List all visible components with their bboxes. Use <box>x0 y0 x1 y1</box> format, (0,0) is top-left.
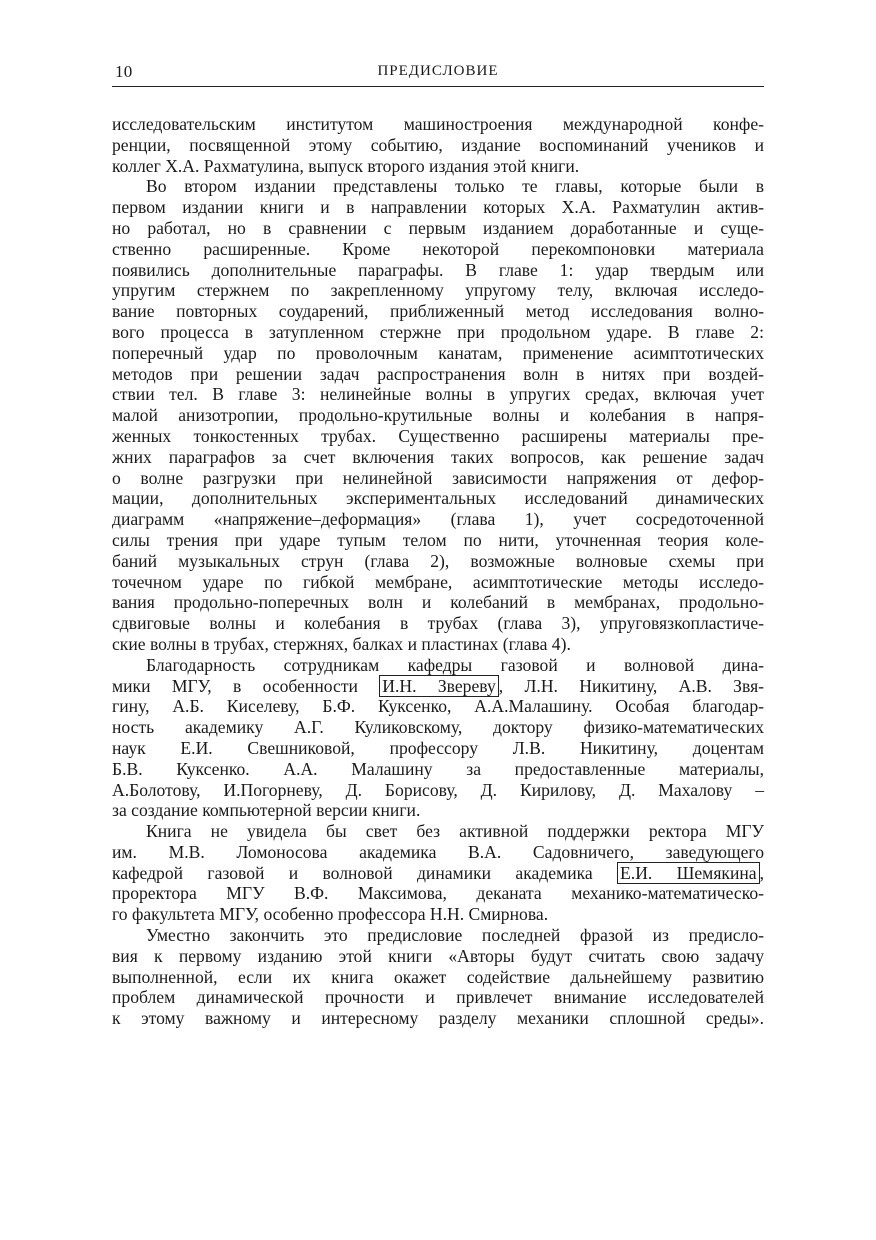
text-line: проректора МГУ В.Ф. Максимова, деканата механико-математическо- <box>112 883 764 904</box>
paragraph-3 <box>112 655 764 821</box>
text-line: вание повторных соударений, приближенный метод исследования волно- <box>112 301 764 322</box>
text-line: Благодарность сотрудникам кафедры газовой и волновой дина- <box>146 654 764 675</box>
text-line: ность академику А.Г. Куликовскому, доктору физико-математических <box>112 717 764 738</box>
text-line: к этому важному и интересному разделу механики сплошной среды». <box>112 1008 764 1029</box>
text-line: наук Е.И. Свешниковой, профессору Л.В. Никитину, доцентам <box>112 737 764 758</box>
running-title: ПРЕДИСЛОВИЕ <box>377 63 499 79</box>
text-line: го факультета МГУ, особенно профессора Н.Н. Смирнова. <box>112 904 549 925</box>
text-line: коллег Х.А. Рахматулина, выпуск второго издания этой книги. <box>112 155 580 176</box>
text-line: поперечный удар по проволочным канатам, применение асимптотических <box>112 342 764 363</box>
text-line: выполненной, если их книга окажет содействие дальнейшему развитию <box>112 966 764 987</box>
text-line: о волне разгрузки при нелинейной зависимости напряжения от дефор- <box>112 467 764 488</box>
text-line: исследовательским институтом машиностроения международной конфе- <box>112 114 764 134</box>
text-line: мации, дополнительных экспериментальных исследований динамических <box>112 488 764 509</box>
text-line: но работал, но в сравнении с первым изданием доработанные и суще- <box>112 217 764 238</box>
text-line: силы трения при ударе тупым телом по нити, уточненная теория коле- <box>112 529 764 550</box>
text-line: гину, А.Б. Киселеву, Б.Ф. Куксенко, А.А.Малашину. Особая благодар- <box>112 696 764 717</box>
text-segment: мики МГУ, в особенности <box>112 675 380 696</box>
page-number: 10 <box>115 62 133 81</box>
text-line: за создание компьютерной версии книги. <box>112 800 421 821</box>
paragraph-5 <box>112 925 764 1029</box>
framed-name: И.Н. Звереву <box>379 675 498 697</box>
paragraph-1 <box>112 114 764 176</box>
text-line: диаграмм «напряжение–деформация» (глава 1), учет сосредоточенной <box>112 509 764 530</box>
text-segment: кафедрой газовой и волновой динамики академика <box>112 862 618 883</box>
text-line: сдвиговые волны и колебания в трубах (глава 3), упруговязкопластиче- <box>112 613 764 634</box>
text-line: первом издании книги и в направлении которых Х.А. Рахматулин актив- <box>112 197 764 218</box>
text-line: методов при решении задач распространения волн в нитях при воздей- <box>112 363 764 384</box>
text-line: вания продольно-поперечных волн и колебаний в мембранах, продольно- <box>112 592 764 613</box>
text-segment: , <box>759 862 765 883</box>
text-line: проблем динамической прочности и привлечет внимание исследователей <box>112 987 764 1008</box>
text-line: ские волны в трубах, стержнях, балках и пластинах (глава 4). <box>112 633 571 654</box>
body-text <box>112 114 764 1029</box>
text-line: точечном ударе по гибкой мембране, асимптотические методы исследо- <box>112 571 764 592</box>
text-line: малой анизотропии, продольно-крутильные волны и колебания в напря- <box>112 405 764 426</box>
text-line <box>112 863 764 884</box>
text-line <box>112 676 764 697</box>
text-line: Во втором издании представлены только те главы, которые были в <box>146 176 764 197</box>
text-line: ственно расширенные. Кроме некоторой перекомпоновки материала <box>112 238 764 259</box>
text-line: Уместно закончить это предисловие последней фразой из предисло- <box>146 925 764 946</box>
running-head <box>112 60 764 87</box>
framed-name: Е.И. Шемякина <box>617 862 760 884</box>
paragraph-2 <box>112 176 764 654</box>
text-line: вия к первому изданию этой книги «Авторы будут считать свою задачу <box>112 945 764 966</box>
text-line: им. М.В. Ломоносова академика В.А. Садовничего, заведующего <box>112 841 764 862</box>
text-line: ренции, посвященной этому событию, издание воспоминаний учеников и <box>112 134 764 155</box>
text-line: Б.В. Куксенко. А.А. Малашину за предоставленные материалы, <box>112 758 764 779</box>
text-line: ствии тел. В главе 3: нелинейные волны в упругих средах, включая учет <box>112 384 764 405</box>
text-line: А.Болотову, И.Погорневу, Д. Борисову, Д. Кирилову, Д. Махалову – <box>112 779 764 800</box>
text-line: Книга не увидела бы свет без активной поддержки ректора МГУ <box>146 821 764 842</box>
text-segment: , Л.Н. Никитину, А.В. Звя- <box>498 675 765 696</box>
text-line: упругим стержнем по закрепленному упругому телу, включая исследо- <box>112 280 764 301</box>
text-line: вого процесса в затупленном стержне при продольном ударе. В главе 2: <box>112 321 764 342</box>
text-line: баний музыкальных струн (глава 2), возможные волновые схемы при <box>112 550 764 571</box>
paragraph-4 <box>112 821 764 925</box>
text-line: жних параграфов за счет включения таких вопросов, как решение задач <box>112 446 764 467</box>
text-line: появились дополнительные параграфы. В главе 1: удар твердым или <box>112 259 764 280</box>
text-line: женных тонкостенных трубах. Существенно расширены материалы пре- <box>112 425 764 446</box>
